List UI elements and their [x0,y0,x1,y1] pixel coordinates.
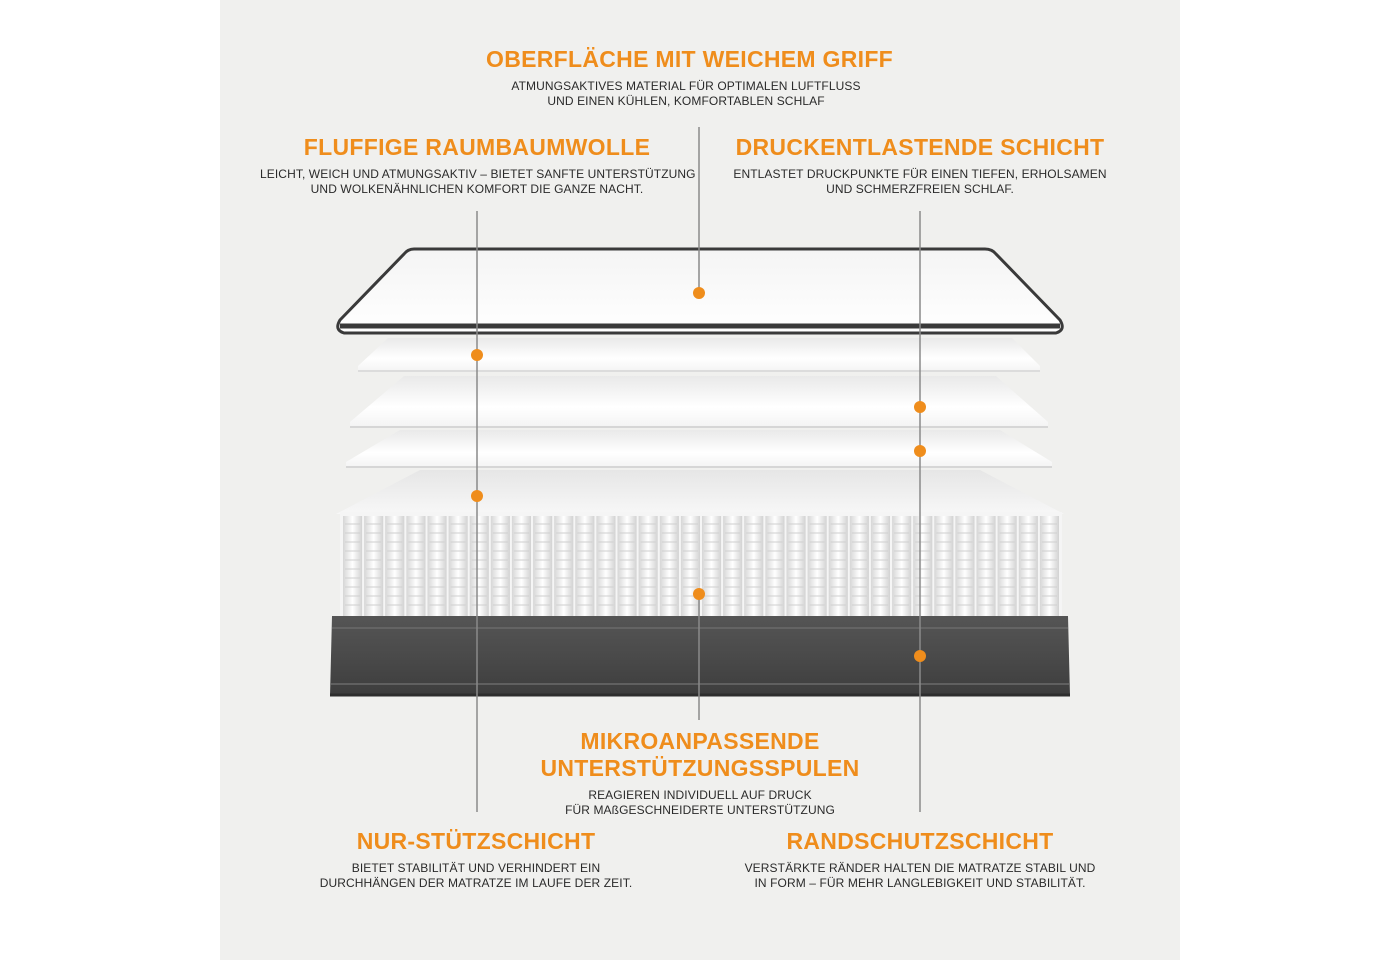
label-desc-line: FÜR MAßGESCHNEIDERTE UNTERSTÜTZUNG [565,803,835,817]
coil-column [596,516,615,618]
coil-column [850,516,869,618]
coil-column [1019,516,1038,618]
label-description [730,167,1110,197]
label-desc-line: UND EINEN KÜHLEN, KOMFORTABLEN SCHLAF [547,94,825,108]
leader-lines [477,127,920,812]
label-description [316,861,636,891]
label-fluffy-cotton [260,134,694,197]
label-title: OBERFLÄCHE MIT WEICHEM GRIFF [486,46,894,72]
label-title-line-1: MIKROANPASSENDE [580,728,820,754]
coil-column [955,516,974,618]
coil-column [660,516,679,618]
callout-dot-cotton [471,349,483,361]
coil-column [406,516,425,618]
coil-column [829,516,848,618]
label-description [486,79,886,109]
label-micro-coils [540,728,860,818]
label-title: RANDSCHUTZSCHICHT [786,828,1054,854]
callout-dot-support [471,490,483,502]
coil-column [491,516,510,618]
coil-column [892,516,911,618]
coil-column [702,516,721,618]
micro-coil-block [340,512,1062,618]
coil-column [449,516,468,618]
coil-column [808,516,827,618]
coil-column [934,516,953,618]
callout-dot-coils [693,588,705,600]
label-desc-line: BIETET STABILITÄT UND VERHINDERT EIN [351,861,601,875]
label-title: DRUCKENTLASTENDE SCHICHT [735,134,1105,160]
callout-dot-edge [914,650,926,662]
label-desc-line: ENTLASTET DRUCKPUNKTE FÜR EINEN TIEFEN, ERHOLSAMEN [733,167,1107,181]
coil-column [470,516,489,618]
label-desc-line: IN FORM – FÜR MEHR LANGLEBIGKEIT UND STABILITÄT. [754,876,1086,890]
edge-protection-base [330,616,1070,696]
coil-column [998,516,1017,618]
pressure-relief-layer-2 [346,430,1052,468]
label-description [540,788,860,818]
label-edge-protection [740,828,1100,891]
coil-column [639,516,658,618]
label-description [740,861,1100,891]
label-desc-line: ATMUNGSAKTIVES MATERIAL FÜR OPTIMALEN LUFTFLUSS [511,79,861,93]
label-title-line-2: UNTERSTÜTZUNGSSPULEN [540,755,860,781]
coil-column [744,516,763,618]
label-title: NUR-STÜTZSCHICHT [356,828,596,854]
label-title: FLUFFIGE RAUMBAUMWOLLE [303,134,651,160]
coil-column [428,516,447,618]
label-description [260,167,694,197]
coil-column [618,516,637,618]
coil-column [787,516,806,618]
coil-column [681,516,700,618]
coil-column [871,516,890,618]
coil-column [723,516,742,618]
label-soft-touch-surface [486,46,894,109]
callout-dot-cover [693,287,705,299]
callout-dot-pressure-2 [914,445,926,457]
coil-column [913,516,932,618]
coil-column [364,516,383,618]
label-desc-line: VERSTÄRKTE RÄNDER HALTEN DIE MATRATZE STABIL UND [744,861,1096,875]
pressure-relief-layer-1 [350,376,1048,428]
coil-column [1040,516,1059,618]
coil-column [554,516,573,618]
label-desc-line: LEICHT, WEICH UND ATMUNGSAKTIV – BIETET SANFTE UNTERSTÜTZUNG [260,167,696,181]
coil-column [343,516,362,618]
label-pressure-relief [730,134,1110,197]
callout-dot-pressure-1 [914,401,926,413]
support-only-layer [336,470,1064,514]
coil-column [765,516,784,618]
coil-column [512,516,531,618]
coil-column [575,516,594,618]
label-support-layer [316,828,636,891]
label-desc-line: UND SCHMERZFREIEN SCHLAF. [826,182,1014,196]
fluffy-cotton-layer [358,338,1040,372]
coil-column [385,516,404,618]
label-desc-line: DURCHHÄNGEN DER MATRATZE IM LAUFE DER ZEIT. [319,876,633,890]
label-desc-line: REAGIEREN INDIVIDUELL AUF DRUCK [588,788,812,802]
coil-column [533,516,552,618]
label-desc-line: UND WOLKENÄHNLICHEN KOMFORT DIE GANZE NACHT. [310,182,644,196]
coil-column [977,516,996,618]
